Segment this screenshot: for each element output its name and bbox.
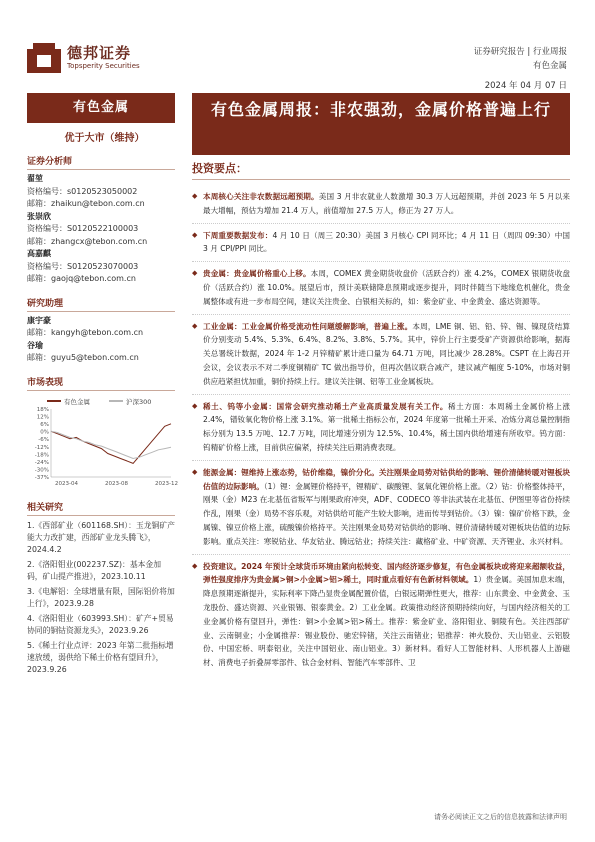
section-title: 投资要点： [192,160,570,180]
point-text: 4 月 10 日（周三 20:30）美国 3 月核心 CPI 同环比；4 月 11 日（周四 09:30）中国 3 月 CPI/PPI 同比。 [203,230,571,254]
related-item[interactable]: 4.《洛阳钼业（603993.SH）：矿产+贸易协同的铜钴资源龙头》，2023.9.26 [27,613,174,635]
series-line [51,423,171,463]
point-text: 1）贵金属。美国加息末端，降息预期逐渐提升，实际利率下降凸显贵金属配置价值，白银远期弹性更大，推荐：山东黄金、中金黄金、玉龙股份、盛达资源、兴业银锡、银泰黄金。2）工业金属。政策推动经济预期持续向好，与国内经济相关的工业金属价格有望回升，弹性：铜>小金属>铝>稀土。推荐：紫金矿业、洛阳钼业、铜陵有色。关注西部矿业、云南铜业；小金属推荐：锡业股份、驰宏锌锗，关注云南锗业；铝推荐：神火股份、天山铝业、云铝股份、中国宏桥、明泰铝业，关注中国铝业、南山铝业。3）新材料。看好人工智能材料、人形机器人上游磁材、消费电子折叠屏零部件、钛合金材料、智能汽车零部件、卫 [203,575,570,668]
market-title: 市场表现 [27,375,175,391]
market-chart-svg [27,395,178,490]
point-item [192,229,570,263]
report-title: 有色金属周报：非农强劲，金属价格普遍上行 [192,93,570,155]
analyst-cert: 资格编号：S0120522100003 [27,224,139,233]
analyst-email[interactable]: 邮箱：zhaikun@tebon.com.cn [27,199,145,208]
report-meta [474,45,567,93]
point-lead: 投资建议。2024 年预计全球货币环境由紧向松转变、国内经济逐步修复，有色金属板块或将迎来超额收益，弹性强度排序为贵金属>铜>小金属>铝>稀土，同时重点看好有色新材料领域。 [203,561,570,585]
y-tick-label: -37% [34,474,49,481]
logo-en: Topsperity Securities [67,62,140,70]
researcher-name: 康宇豪 [27,315,51,325]
point-text: 稀土方面：本周稀土金属价格上涨 2.4%，镨钕氧化物价格上涨 3.1%。第一批稀土指标公布，2024 年度第一批稀土开采、冶炼分离总量控制指标分别为 13.5 万吨、12.7 万吨，同比增速分别为 12.5%、10.4%，稀土国内供给增速有所收窄。钨方面：钨精矿价格上涨，目前供应偏紧，持续关注后期消费表现。 [203,401,570,452]
point-lead: 稀土、钨等小金属：国常会研究推动稀土产业高质量发展有关工作。 [203,401,449,411]
logo-cn: 德邦证券 [67,44,132,62]
footer-disclaimer: 请务必阅读正文之后的信息披露和法律声明 [434,813,567,821]
related-item[interactable]: 3.《电解铝：全球增量有限，国际铝价将加上行》，2023.9.28 [27,586,175,608]
y-tick-label: -18% [34,451,49,458]
legend-label: 有色金属 [64,397,90,406]
related-list [27,520,175,676]
analysts-title: 证券分析师 [27,154,175,170]
point-text: 美国 3 月非农就业人数激增 30.3 万人远超预期，并创 2023 年 5 月以来最大增幅，预估为增加 21.4 万人，前值增加 27.5 万人，修正为 27 万人。 [203,192,570,215]
researcher-block [27,315,182,365]
researchers-title: 研究助理 [27,296,175,312]
rating: 优于大市（维持） [64,133,145,144]
related-item[interactable]: 2.《洛阳钼业(002237.SZ)：基本金加码，矿山提产推进》，2023.10.11 [27,559,162,581]
researcher-name: 谷瑜 [27,340,43,350]
point-item [192,267,570,314]
point-item [192,560,570,675]
point-lead: 工业金属：工业金属价格受流动性问题缓解影响，普遍上涨。 [203,321,413,331]
analyst-email[interactable]: 邮箱：zhangcx@tebon.com.cn [27,236,148,246]
point-text: （1）锂：金属锂价格持平，锂精矿、碳酸锂、氢氧化锂价格上涨。（2）钴：价格整体持平，刚果（金）M23 在北基伍省叛军与刚果政府冲突，ADF、CODECO 等非法武装在北基伍、伊图里等省份持续作乱，刚果（金）局势不容乐观，对钴供给可能产生较大影响，进而传导到钴价。（3）镍：镍矿价格下跌，金属镍、镍豆价格上涨，硫酸镍价格持平。关注刚果金局势对钴供给的影响、锂价清储转暖对锂板块估值的边际影响。重点关注：寒锐钴业、华友钴业、腾远钴业；持续关注：藏格矿业、中矿资源、天齐锂业、永兴材料。 [203,481,571,546]
point-item [192,190,570,224]
y-tick-label: 6% [40,421,49,428]
report-industry: 有色金属 [532,61,567,71]
researcher-email[interactable]: 邮箱：kangyh@tebon.com.cn [27,328,144,337]
researcher-email[interactable]: 邮箱：guyu5@tebon.com.cn [27,353,139,362]
report-type: 证券研究报告 | 行业周报 [473,47,567,57]
company-logo [27,40,157,80]
related-item[interactable]: 5.《稀土行业点评：2023 年第二批指标增速放缓，弱供给下稀土价格有望回升》，2023.9.26 [27,640,174,674]
y-tick-label: -24% [34,459,49,466]
point-lead: 能源金属：锂维持上涨态势，钴价维稳，镍价分化。关注刚果金局势对钴供给的影响、锂价清储转暖对锂板块估值的边际影响。 [203,467,570,491]
analyst-name: 高嘉麒 [27,249,51,258]
analyst-block [27,173,182,286]
point-item [192,400,570,461]
x-tick-label: 2023-12 [155,480,178,487]
market-chart [27,395,178,490]
point-text: 本周，LME 铜、铝、铅、锌、锡、镍现货结算价分别变动 5.4%、5.3%、6.4%、8.2%、3.8%、5.7%。其中，锌价上行主要受矿产资源供给影响，据海关总署统计数据，2024 年 1-2 月锌精矿累计进口量为 64.71 万吨，同比减少 28.28%。CSPT 在上海召开会议，会议表示不对二季度铜精矿 TC 做出指导价，但再次倡议联合减产，建议减产幅度 5-10%，市场对铜供应趋紧担忧加重，铜价持续上行。建议关注铜、铝等工业金属板块。 [203,321,570,386]
legend-label: 沪深300 [126,397,152,406]
analyst-cert: 资格编号：s0120523050002 [27,186,138,196]
related-title: 相关研究 [27,500,175,516]
y-tick-label: 0% [40,429,49,436]
y-tick-label: 12% [36,414,49,421]
sector-box: 有色金属 [27,93,175,123]
investment-points [192,190,570,680]
sidebar [27,93,182,679]
x-tick-label: 2023-08 [105,480,128,487]
analyst-email[interactable]: 邮箱：gaojq@tebon.com.cn [27,274,136,283]
analyst-cert: 资格编号：S0120523070003 [27,261,139,271]
related-item[interactable]: 1.《西部矿业（601168.SH）：玉龙铜矿产能大力改扩建，西部矿业龙头腾飞》，2024.4.2 [27,520,175,554]
logo-mark-icon [27,43,61,73]
analyst-name: 张崇欣 [27,211,51,221]
y-tick-label: -6% [38,436,49,443]
analyst-name: 翟堃 [27,174,43,183]
y-tick-label: -30% [34,466,49,473]
point-lead: 下周重要数据发布： [203,230,273,240]
report-date: 2024 年 04 月 07 日 [484,81,567,91]
point-lead: 本周核心关注非农数据远超预期。 [203,192,319,201]
y-tick-label: -12% [34,444,49,451]
point-lead: 贵金属：贵金属价格重心上移。 [203,269,311,279]
point-item [192,466,570,555]
x-tick-label: 2023-04 [55,480,78,487]
point-item [192,320,570,395]
y-tick-label: 18% [36,406,49,413]
point-text: 本周，COMEX 黄金期货收盘价（活跃合约）涨 4.2%，COMEX 银期货收盘价（活跃合约）涨 10.0%。展望后市，预计美联储降息预期或逐步提升，同时伴随当下地缘危机催化，贵金属整体或有进一步布局空间，建议关注贵金、白银相关标的，如：紫金矿业、中金黄金、盛达资源等。 [203,269,570,306]
